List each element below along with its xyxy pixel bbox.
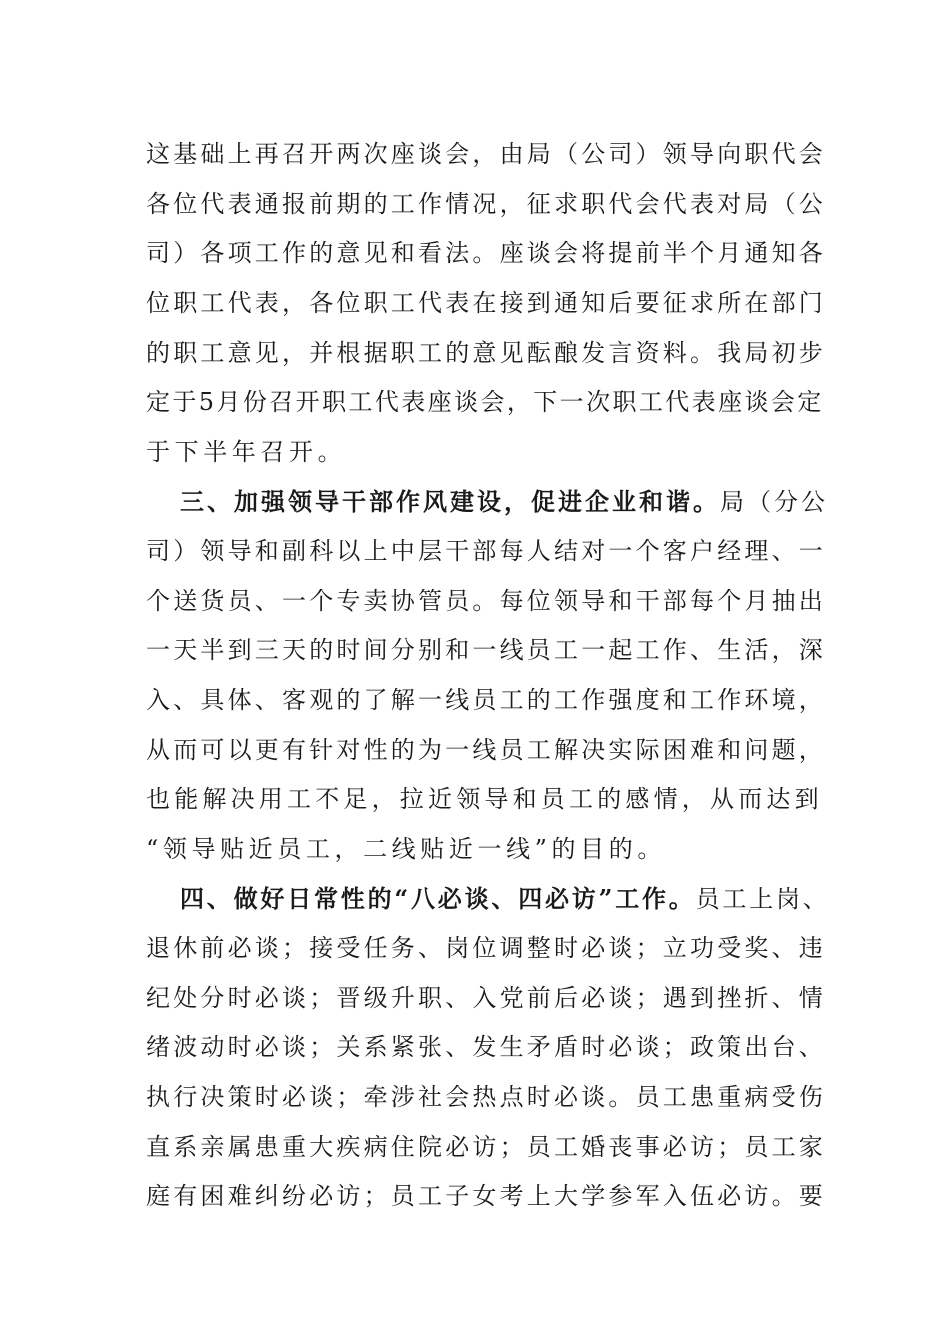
text-line: “领导贴近员工，二线贴近一线”的目的。 [146,835,666,863]
text-line: 退休前必谈；接受任务、岗位调整时必谈；立功受奖、违 [146,934,826,962]
text-line: 位职工代表，各位职工代表在接到通知后要征求所在部门 [146,289,826,317]
section-heading-4: 四、做好日常性的“八必谈、四必访”工作。 [180,884,696,913]
text-line: 的职工意见，并根据职工的意见酝酿发言资料。我局初步 [146,339,826,367]
text-line: 个送货员、一个专卖协管员。每位领导和干部每个月抽出 [146,587,826,615]
text-line: 入、具体、客观的了解一线员工的工作强度和工作环境， [146,686,826,714]
text-line: 也能解决用工不足，拉近领导和员工的感情，从而达到 [146,785,823,813]
text-line: 各位代表通报前期的工作情况，征求职代会代表对局（公 [146,190,826,218]
text-line: 司）各项工作的意见和看法。座谈会将提前半个月通知各 [146,239,826,267]
text-line: 绪波动时必谈；关系紧张、发生矛盾时必谈；政策出台、 [146,1033,826,1061]
section-heading-3: 三、加强领导干部作风建设，促进企业和谐。 [180,487,720,516]
section-heading-line [180,482,830,522]
text-line: 司）领导和副科以上中层干部每人结对一个客户经理、一 [146,537,826,565]
text-line: 庭有困难纠纷必访；员工子女考上大学参军入伍必访。要 [146,1182,826,1210]
section-text: 员工上岗、 [695,885,830,913]
text-line: 于下半年召开。 [146,438,347,466]
text-line: 从而可以更有针对性的为一线员工解决实际困难和问题， [146,736,826,764]
text-line: 一天半到三天的时间分别和一线员工一起工作、生活，深 [146,636,826,664]
text-line: 定于5月份召开职工代表座谈会，下一次职工代表座谈会定 [146,388,824,416]
text-line: 这基础上再召开两次座谈会，由局（公司）领导向职代会 [146,140,826,168]
section-text: 局（分公 [720,488,828,516]
section-heading-line [180,879,830,919]
text-line: 执行决策时必谈；牵涉社会热点时必谈。员工患重病受伤 [146,1083,826,1111]
text-line: 纪处分时必谈；晋级升职、入党前后必谈；遇到挫折、情 [146,984,826,1012]
text-line: 直系亲属患重大疾病住院必访；员工婚丧事必访；员工家 [146,1133,826,1161]
